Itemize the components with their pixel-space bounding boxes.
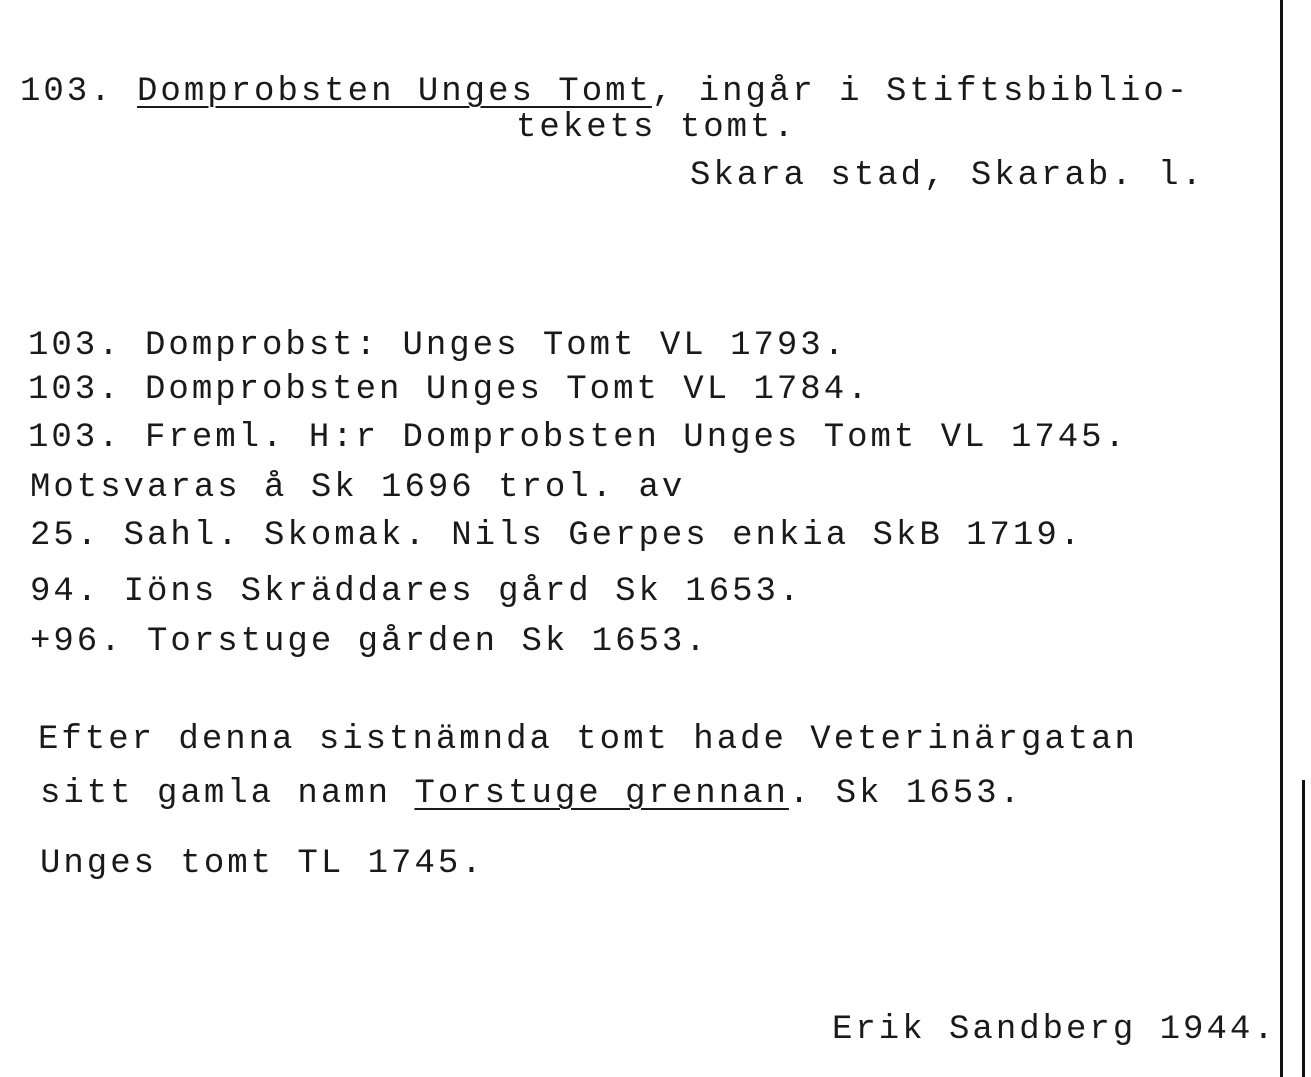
header-line-2: tekets tomt.: [516, 109, 797, 147]
card-right-edge-lower: [1302, 780, 1305, 1077]
card-right-edge: [1280, 0, 1283, 1077]
header-number: 103.: [20, 73, 114, 111]
note-line-2-before: sitt gamla namn: [40, 775, 415, 813]
entry-line: 103. Freml. H:r Domprobsten Unges Tomt VL 1745.: [28, 419, 1128, 457]
entry-line: Motsvaras å Sk 1696 trol. av: [30, 469, 686, 507]
note-underlined-street-name: Torstuge grennan: [414, 775, 789, 813]
entry-line: 25. Sahl. Skomak. Nils Gerpes enkia SkB 1719.: [30, 517, 1084, 555]
signature: Erik Sandberg 1944.: [832, 1011, 1277, 1049]
entry-line: +96. Torstuge gården Sk 1653.: [30, 623, 709, 661]
note-line-2: [40, 774, 1023, 814]
header-title-rest: , ingår i Stiftsbiblio-: [651, 73, 1191, 111]
header-underlined-title: Domprobsten Unges Tomt: [137, 73, 652, 111]
extra-line: Unges tomt TL 1745.: [40, 845, 485, 883]
note-line-2-after: . Sk 1653.: [788, 775, 1023, 813]
entry-line: 94. Iöns Skräddares gård Sk 1653.: [30, 573, 803, 611]
header-line-3: Skara stad, Skarab. l.: [690, 157, 1205, 195]
entry-line: 103. Domprobsten Unges Tomt VL 1784.: [28, 371, 871, 409]
header-title-line: [20, 72, 1190, 112]
note-line-1: Efter denna sistnämnda tomt hade Veterinärgatan: [38, 721, 1138, 759]
entry-line: 103. Domprobst: Unges Tomt VL 1793.: [28, 327, 848, 365]
